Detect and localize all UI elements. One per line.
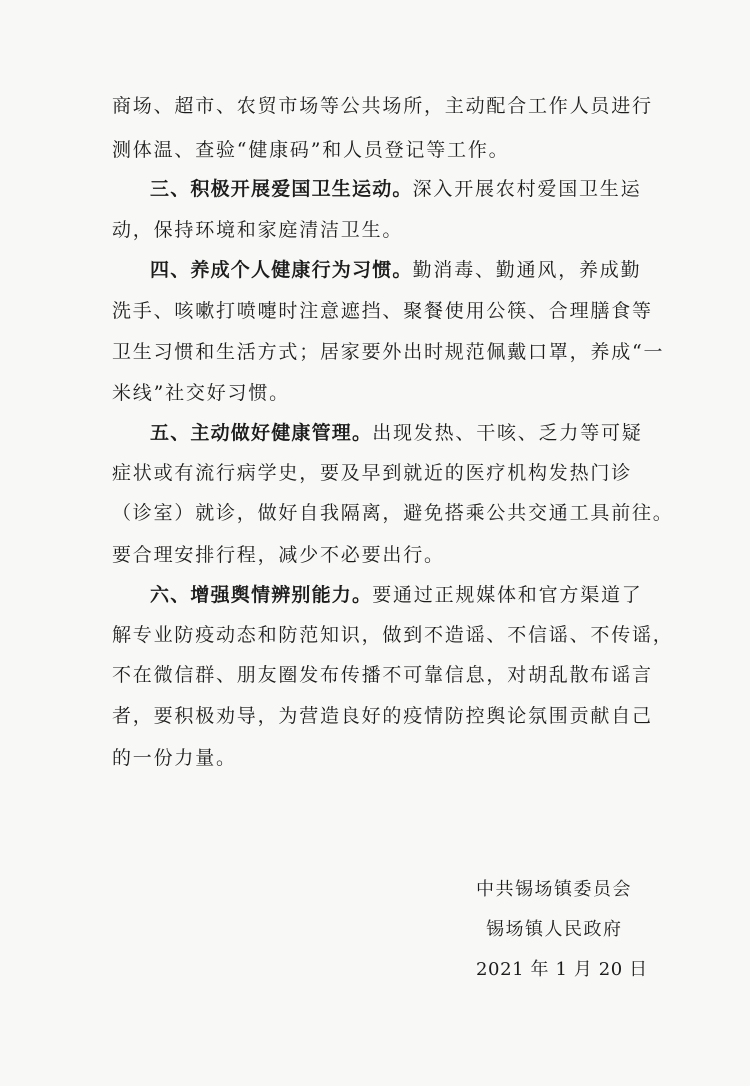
line-text: 米线”社交好习惯。 [112, 382, 290, 404]
line-text: 要通过正规媒体和官方渠道了 [372, 584, 643, 606]
signature-org-government: 锡场镇人民政府 [486, 919, 623, 940]
body-line-2 [112, 138, 509, 162]
body-line-10 [112, 461, 632, 485]
body-line-4 [112, 218, 403, 242]
section-heading: 四、养成个人健康行为习惯。 [150, 259, 413, 281]
line-text: 不在微信群、朋友圈发布传播不可靠信息，对胡乱散布谣言 [112, 664, 653, 686]
body-line-15 [112, 663, 653, 687]
section-heading: 五、主动做好健康管理。 [150, 422, 373, 444]
section-6-heading-line [150, 583, 643, 607]
line-text: 深入开展农村爱国卫生运 [412, 178, 642, 200]
body-line-16 [112, 704, 653, 728]
section-heading: 六、增强舆情辨别能力。 [150, 584, 373, 606]
line-text: 的一份力量。 [112, 747, 237, 769]
section-3-heading-line [150, 177, 641, 201]
line-text: 症状或有流行病学史，要及早到就近的医疗机构发热门诊 [112, 462, 633, 484]
body-line-11 [112, 501, 674, 525]
line-text: （诊室）就诊，做好自我隔离，避免搭乘公共交通工具前往。 [112, 502, 674, 524]
body-line-14 [112, 623, 674, 647]
section-heading: 三、积极开展爱国卫生运动。 [150, 178, 413, 200]
line-text: 勤消毒、勤通风，养成勤 [412, 259, 642, 281]
line-text: 动，保持环境和家庭清洁卫生。 [112, 219, 404, 241]
line-text: 测体温、查验“健康码”和人员登记等工作。 [112, 139, 510, 161]
body-line-6 [112, 299, 653, 323]
line-text: 商场、超市、农贸市场等公共场所，主动配合工作人员进行 [112, 95, 653, 117]
section-4-heading-line [150, 258, 641, 282]
body-line-8 [112, 381, 290, 405]
section-5-heading-line [150, 421, 643, 445]
line-text: 洗手、咳嗽打喷嚏时注意遮挡、聚餐使用公筷、合理膳食等 [112, 300, 653, 322]
body-line-17 [112, 746, 237, 770]
body-line-1 [112, 94, 653, 118]
body-line-7 [112, 340, 664, 364]
line-text: 卫生习惯和生活方式；居家要外出时规范佩戴口罩，养成“一 [112, 341, 665, 363]
line-text: 要合理安排行程，减少不必要出行。 [112, 544, 445, 566]
line-text: 出现发热、干咳、乏力等可疑 [372, 422, 643, 444]
signature-date: 2021 年 1 月 20 日 [476, 959, 648, 980]
body-line-12 [112, 543, 445, 567]
line-text: 者，要积极劝导，为营造良好的疫情防控舆论氛围贡献自己 [112, 705, 653, 727]
signature-org-party-committee: 中共锡场镇委员会 [476, 879, 632, 900]
line-text: 解专业防疫动态和防范知识，做到不造谣、不信谣、不传谣， [112, 624, 674, 646]
